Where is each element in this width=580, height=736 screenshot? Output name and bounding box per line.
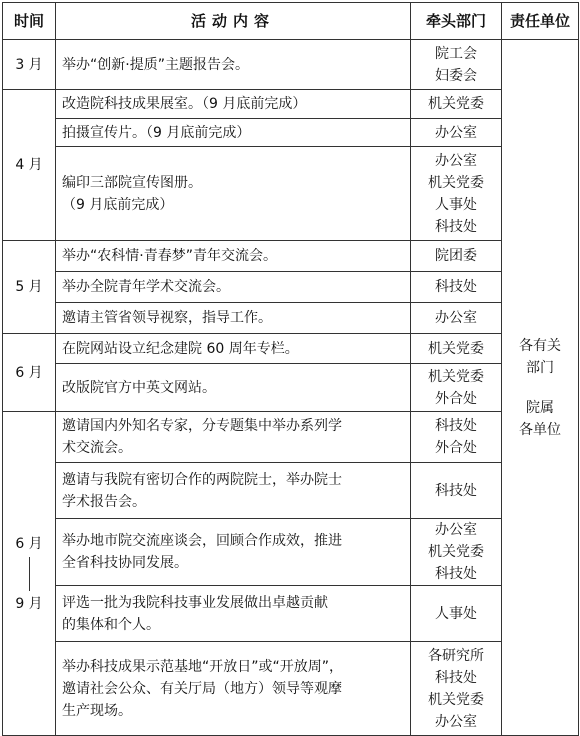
activity-cell xyxy=(56,272,411,303)
lead-dept-cell xyxy=(411,272,502,303)
month-range-cell xyxy=(3,412,56,736)
lead-dept-line: 人事处 xyxy=(435,605,477,622)
lead-dept-line: 机关党委 xyxy=(428,691,484,708)
table-row xyxy=(3,90,579,119)
activity-line: 学术报告会。 xyxy=(62,493,146,510)
lead-dept-line: 院团委 xyxy=(435,248,477,264)
activity-line: 邀请主管省领导视察，指导工作。 xyxy=(62,310,272,326)
lead-dept-cell xyxy=(411,119,502,147)
table-row xyxy=(3,241,579,272)
lead-dept-line: 院工会 xyxy=(435,45,477,62)
lead-dept-cell xyxy=(411,519,502,586)
activity-cell xyxy=(56,642,411,736)
table-row xyxy=(3,364,579,412)
lead-dept-line: 科技处 xyxy=(435,482,477,499)
lead-dept-cell xyxy=(411,90,502,119)
lead-dept-line: 机关党委 xyxy=(428,544,484,560)
lead-dept-line: 人事处 xyxy=(435,196,477,213)
lead-dept-cell xyxy=(411,147,502,241)
activity-line: 邀请社会公众、有关厅局（地方）领导等观摩 xyxy=(62,680,342,697)
lead-dept-line: 办公室 xyxy=(435,522,477,538)
activity-line: （9 月底前完成） xyxy=(62,196,174,213)
lead-dept-line: 外合处 xyxy=(435,390,477,407)
activity-line: 拍摄宣传片。（9 月底前完成） xyxy=(62,124,251,141)
activity-cell xyxy=(56,241,411,272)
header-responsible-unit: 责任单位 xyxy=(502,3,579,40)
lead-dept-cell xyxy=(411,364,502,412)
activity-line: 的集体和个人。 xyxy=(62,616,160,633)
month-cell: 5 月 xyxy=(3,241,56,334)
lead-dept-line: 办公室 xyxy=(435,124,477,141)
lead-dept-line: 机关党委 xyxy=(428,368,484,385)
lead-dept-cell xyxy=(411,642,502,736)
lead-dept-line: 机关党委 xyxy=(428,174,484,191)
lead-dept-cell xyxy=(411,463,502,519)
activity-line: 评选一批为我院科技事业发展做出卓越贡献 xyxy=(62,594,328,611)
lead-dept-line: 办公室 xyxy=(435,310,477,326)
header-lead-dept: 牵头部门 xyxy=(411,3,502,40)
responsible-line: 各单位 xyxy=(519,421,561,438)
responsible-line: 部门 xyxy=(526,359,554,376)
lead-dept-line: 妇委会 xyxy=(435,67,477,84)
lead-dept-cell xyxy=(411,412,502,463)
month-cell: 3 月 xyxy=(3,40,56,90)
header-time: 时间 xyxy=(3,3,56,40)
activity-line: 编印三部院宣传图册。 xyxy=(62,174,202,191)
lead-dept-line: 科技处 xyxy=(435,669,477,686)
table-row xyxy=(3,463,579,519)
table-row xyxy=(3,119,579,147)
activity-line: 邀请国内外知名专家，分专题集中举办系列学 xyxy=(62,418,342,434)
range-divider xyxy=(29,557,30,591)
activity-cell xyxy=(56,119,411,147)
activity-cell xyxy=(56,519,411,586)
table-row xyxy=(3,272,579,303)
lead-dept-line: 科技处 xyxy=(435,418,477,434)
activity-line: 生产现场。 xyxy=(62,702,132,719)
table-row xyxy=(3,147,579,241)
month-cell: 6 月 xyxy=(3,334,56,412)
header-activity: 活动内容 xyxy=(56,3,411,40)
activity-line: 改版院官方中英文网站。 xyxy=(62,379,216,396)
activity-line: 在院网站设立纪念建院 60 周年专栏。 xyxy=(62,340,299,357)
activity-cell xyxy=(56,364,411,412)
month-range-end: 9 月 xyxy=(15,595,43,612)
month-cell: 4 月 xyxy=(3,90,56,241)
responsible-line: 院属 xyxy=(526,399,554,416)
activity-cell xyxy=(56,412,411,463)
responsible-unit-cell xyxy=(502,40,579,736)
table-row xyxy=(3,40,579,90)
activity-line: 术交流会。 xyxy=(62,440,132,456)
table-row xyxy=(3,519,579,586)
activity-cell xyxy=(56,586,411,642)
lead-dept-line: 外合处 xyxy=(435,440,477,456)
lead-dept-line: 各研究所 xyxy=(428,647,484,664)
responsible-line: 各有关 xyxy=(519,337,561,354)
activity-cell xyxy=(56,40,411,90)
activity-line: 全省科技协同发展。 xyxy=(62,555,188,571)
table-row xyxy=(3,586,579,642)
activity-line: 邀请与我院有密切合作的两院院士，举办院士 xyxy=(62,471,342,488)
activity-cell xyxy=(56,90,411,119)
activity-schedule-table xyxy=(2,2,579,736)
lead-dept-cell xyxy=(411,334,502,364)
activity-cell xyxy=(56,463,411,519)
spacer xyxy=(502,379,578,397)
activity-cell xyxy=(56,334,411,364)
lead-dept-cell xyxy=(411,40,502,90)
activity-line: 举办全院青年学术交流会。 xyxy=(62,279,230,295)
activity-line: 举办科技成果示范基地“开放日”或“开放周”， xyxy=(62,658,344,675)
lead-dept-line: 机关党委 xyxy=(428,96,484,112)
header-row xyxy=(3,3,579,40)
lead-dept-line: 机关党委 xyxy=(428,340,484,357)
activity-cell xyxy=(56,303,411,334)
lead-dept-line: 科技处 xyxy=(435,218,477,235)
activity-line: 举办“创新·提质”主题报告会。 xyxy=(62,56,249,73)
table-row xyxy=(3,334,579,364)
table-row xyxy=(3,642,579,736)
activity-line: 举办地市院交流座谈会，回顾合作成效，推进 xyxy=(62,533,342,549)
table-row xyxy=(3,412,579,463)
lead-dept-line: 科技处 xyxy=(435,279,477,295)
lead-dept-cell xyxy=(411,303,502,334)
month-range-start: 6 月 xyxy=(15,535,43,552)
activity-line: 举办“农科情·青春梦”青年交流会。 xyxy=(62,248,277,264)
lead-dept-line: 办公室 xyxy=(435,713,477,730)
lead-dept-line: 科技处 xyxy=(435,566,477,582)
activity-cell xyxy=(56,147,411,241)
table-row xyxy=(3,303,579,334)
lead-dept-cell xyxy=(411,586,502,642)
activity-line: 改造院科技成果展室。（9 月底前完成） xyxy=(62,96,307,112)
lead-dept-line: 办公室 xyxy=(435,152,477,169)
lead-dept-cell xyxy=(411,241,502,272)
